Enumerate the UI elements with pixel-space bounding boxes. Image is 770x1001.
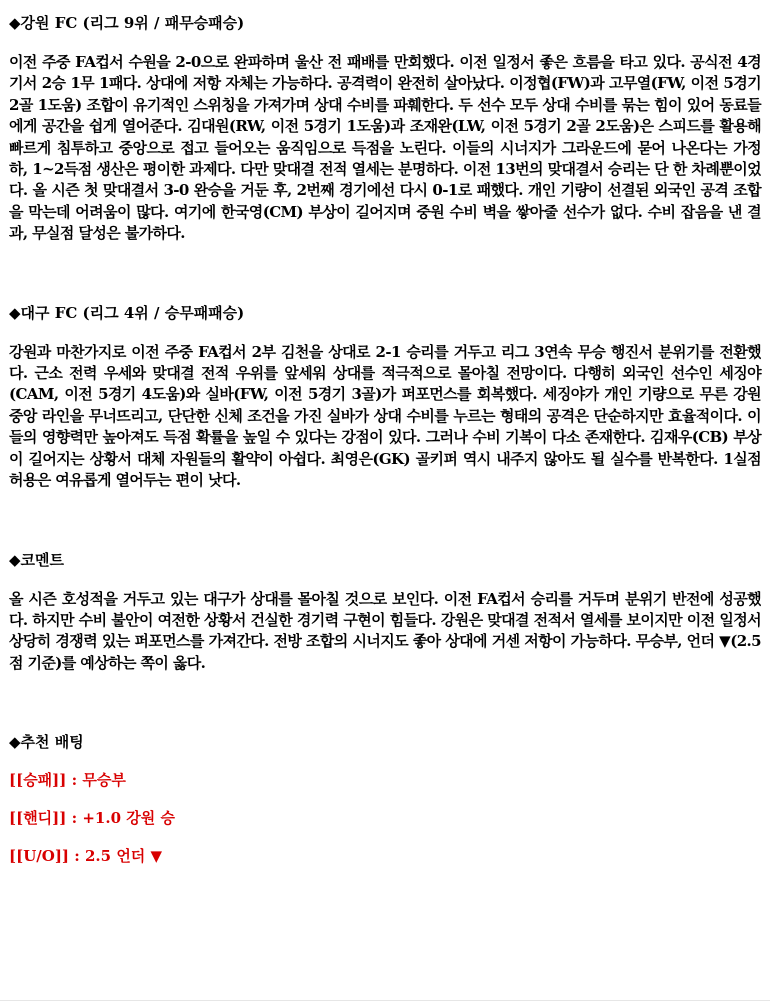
comment-heading: ◆코멘트 [9,550,65,569]
pick-under-over: [[U/O]] : 2.5 언더 ▼ [9,847,163,866]
pick-handicap: [[핸디]] : +1.0 강원 승 [9,809,175,828]
daegu-heading: ◆대구 FC (리그 4위 / 승무패패승) [9,303,245,322]
comment-text: 올 시즌 호성적을 거두고 있는 대구가 상대를 몰아칠 것으로 보인다. 이전 FA컵서 승리를 거두며 분위기 반전에 성공했다. 하지만 수비 불안이 여전한 상황서 건실한 경기력 구현이 힘들다. 강원은 맞대결 전적서 열세를 보이지만 이전 일정서 상당히 경쟁력 있는 퍼포먼스를 가져간다. 전방 조합의 시너지도 좋아 상대에 거센 저항이 가능하다. 무승부, 언더 ▼(2.5점 기준)를 예상하는 쪽이 옳다. [9,589,761,672]
gangwon-heading: ◆강원 FC (리그 9위 / 패무승패승) [9,14,245,32]
daegu-analysis: 강원과 마찬가지로 이전 주중 FA컵서 2부 김천을 상대로 2-1 승리를 거두고 리그 3연속 무승 행진서 분위기를 전환했다. 근소 전력 우세와 맞대결 전적 우위를 앞세워 상대를 적극적으로 몰아칠 전망이다. 다행히 외국인 선수인 세징야(CAM, 이전 5경기 4도움)와 실바(FW, 이전 5경기 3골)가 퍼포먼스를 회복했다. 세징야가 개인 기량으로 무른 강원 중앙 라인을 무너뜨리고, 단단한 신체 조건을 가진 실바가 상대 수비를 누르는 형태의 공격은 단순하지만 효율적이다. 이들의 영향력만 높아져도 득점 확률을 높일 수 있다는 강점이 있다. 그러나 수비 기복이 다소 존재한다. 김재우(CB) 부상이 길어지는 상황서 대체 자원들의 활약이 아쉽다. 최영은(GK) 골키퍼 역시 내주지 않아도 될 실수를 반복한다. 1실점 허용은 여유롭게 열어두는 편이 낫다. [9,342,761,490]
pick-win-lose: [[승패]] : 무승부 [9,771,126,790]
recommend-heading: ◆추천 배팅 [9,733,84,752]
article [9,12,761,867]
gangwon-analysis: 이전 주중 FA컵서 수원을 2-0으로 완파하며 울산 전 패배를 만회했다. 이전 일정서 좋은 흐름을 타고 있다. 공식전 4경기서 2승 1무 1패다. 상대에 저항 자체는 가능하다. 공격력이 완전히 살아났다. 이정협(FW)과 고무열(FW, 이전 5경기 2골 1도움) 조합이 유기적인 스위칭을 가져가며 상대 수비를 파훼한다. 두 선수 모두 상대 수비를 묶는 힘이 있어 동료들에게 공간을 쉽게 열어준다. 김대원(RW, 이전 5경기 1도움)과 조재완(LW, 이전 5경기 2골 2도움)은 스피드를 활용해 빠르게 침투하고 중앙으로 접고 들어오는 움직임으로 득점을 노린다. 이들의 시너지가 그라운드에 묻어 나온다는 가정 하, 1~2득점 생산은 평이한 과제다. 다만 맞대결 전적 열세는 분명하다. 이전 13번의 맞대결서 승리는 단 한 차례뿐이었다. 올 시즌 첫 맞대결서 3-0 완승을 거둔 후, 2번째 경기에선 다시 0-1로 패했다. 개인 기량이 선결된 외국인 공격 조합을 막는데 어려움이 많다. 여기에 한국영(CM) 부상이 길어지며 중원 수비 벽을 쌓아줄 선수가 없다. 수비 잡음을 낸 결과, 무실점 달성은 불가하다. [9,53,761,243]
